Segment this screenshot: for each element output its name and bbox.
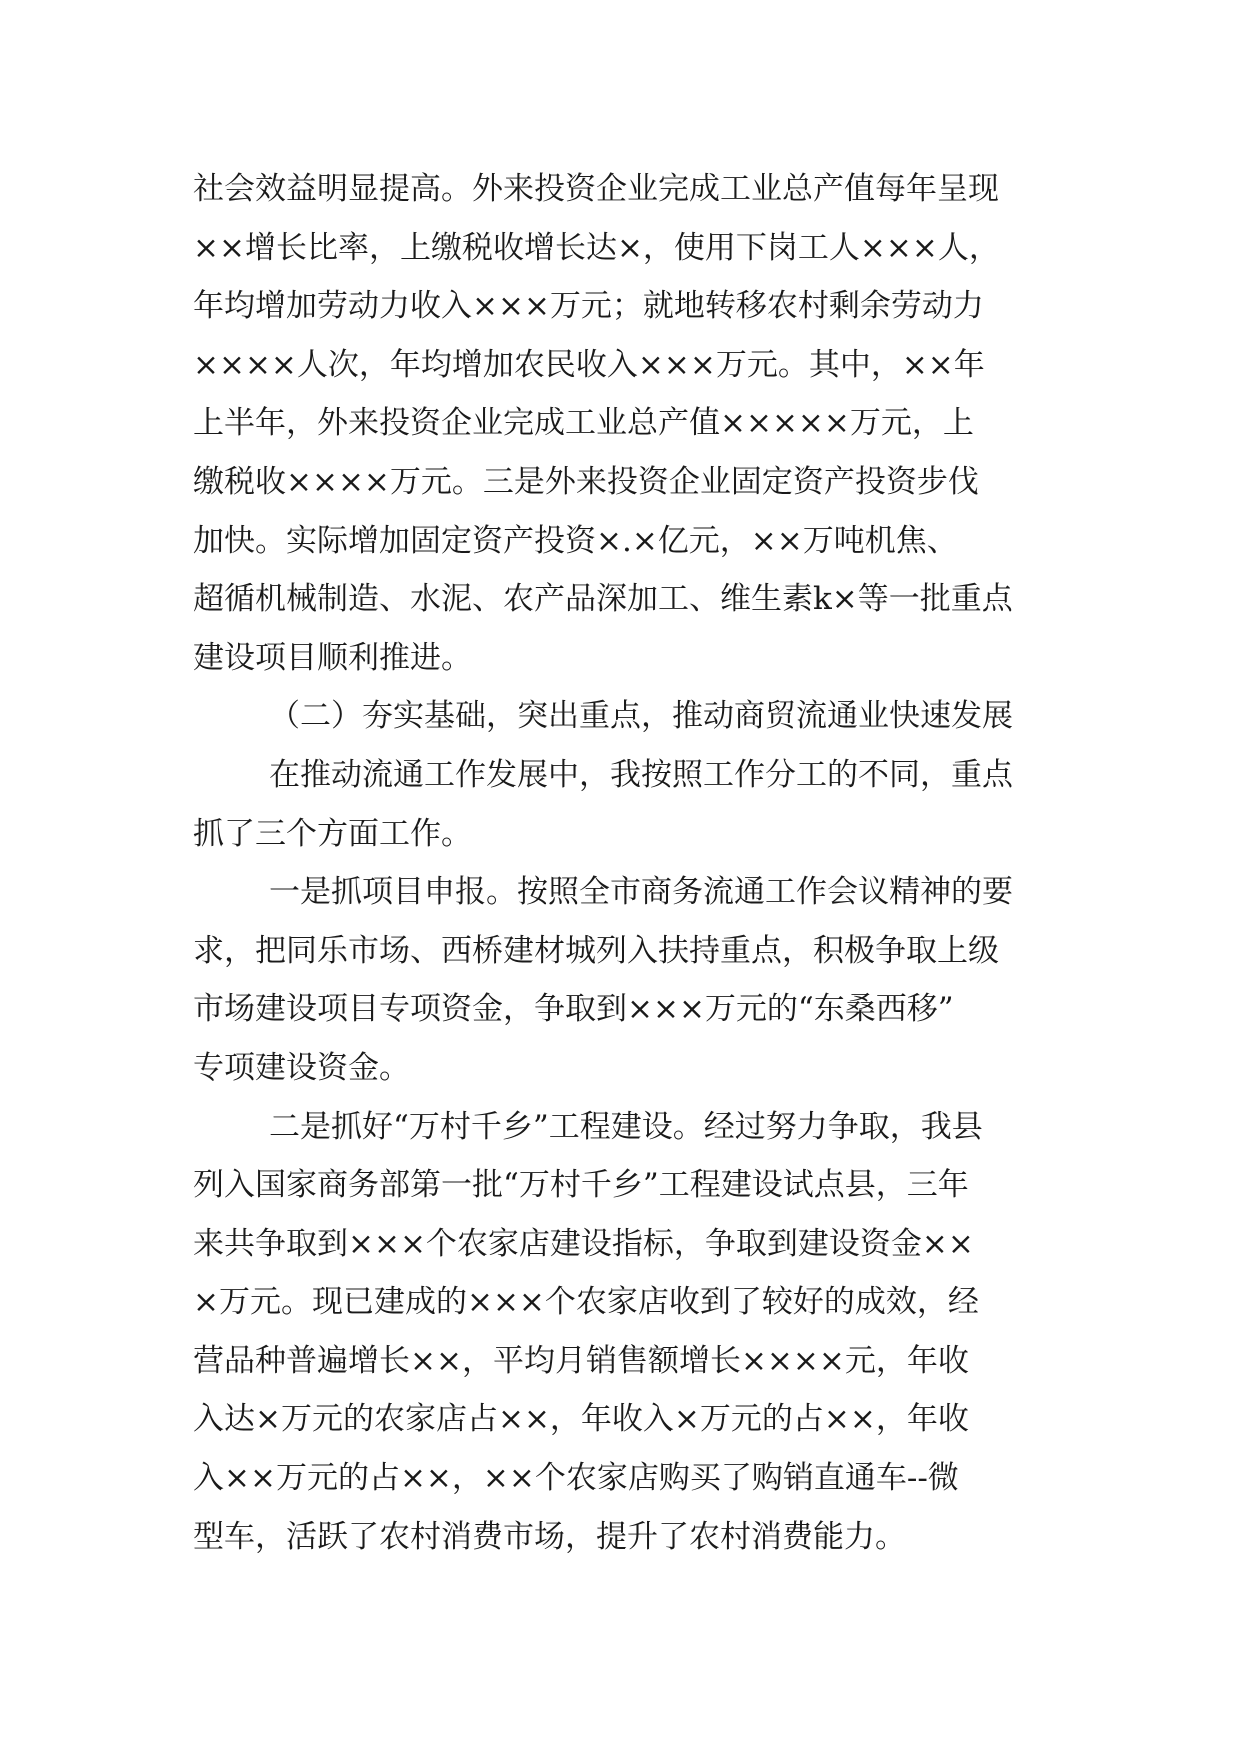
paragraph-line: 一是抓项目申报。按照全市商务流通工作会议精神的要: [269, 874, 1013, 911]
paragraph-line: 二是抓好“万村千乡”工程建设。经过努力争取，我县: [269, 1108, 983, 1145]
paragraph-line: 营品种普遍增长××，平均月销售额增长××××元，年收: [193, 1342, 969, 1379]
paragraph-line: 社会效益明显提高。外来投资企业完成工业总产值每年呈现: [193, 171, 999, 207]
paragraph-line: 入达×万元的农家店占××，年收入×万元的占××，年收: [193, 1401, 969, 1438]
paragraph-line: 在推动流通工作发展中，我按照工作分工的不同，重点: [269, 756, 1013, 793]
paragraph-line: 抓了三个方面工作。: [193, 815, 472, 852]
paragraph-line: 型车，活跃了农村消费市场，提升了农村消费能力。: [193, 1518, 906, 1555]
paragraph-line: 缴税收××××万元。三是外来投资企业固定资产投资步伐: [193, 463, 979, 500]
paragraph-line: 年均增加劳动力收入×××万元；就地转移农村剩余劳动力: [193, 288, 984, 325]
paragraph-line: 求，把同乐市场、西桥建材城列入扶持重点，积极争取上级: [193, 932, 999, 969]
paragraph-line: 来共争取到×××个农家店建设指标，争取到建设资金××: [193, 1225, 974, 1262]
section-heading: （二）夯实基础，突出重点，推动商贸流通业快速发展: [269, 698, 1013, 735]
paragraph-line: 上半年，外来投资企业完成工业总产值×××××万元，上: [193, 405, 974, 442]
document-body: [193, 160, 1053, 1566]
paragraph-line: 加快。实际增加固定资产投资×.×亿元，××万吨机焦、: [193, 522, 958, 559]
paragraph-line: 专项建设资金。: [193, 1049, 410, 1086]
paragraph-line: 市场建设项目专项资金，争取到×××万元的“东桑西移”: [193, 991, 954, 1028]
paragraph-line: 超循机械制造、水泥、农产品深加工、维生素k×等一批重点: [193, 581, 1013, 618]
paragraph-line: ×万元。现已建成的×××个农家店收到了较好的成效，经: [193, 1284, 979, 1321]
paragraph-line: 入××万元的占××，××个农家店购买了购销直通车--微: [193, 1460, 959, 1497]
paragraph-line: 列入国家商务部第一批“万村千乡”工程建设试点县，三年: [193, 1167, 969, 1204]
paragraph-line: ××增长比率，上缴税收增长达×，使用下岗工人×××人，: [193, 229, 1000, 266]
paragraph-line: ××××人次，年均增加农民收入×××万元。其中，××年: [193, 346, 985, 383]
paragraph-line: 建设项目顺利推进。: [193, 639, 472, 676]
